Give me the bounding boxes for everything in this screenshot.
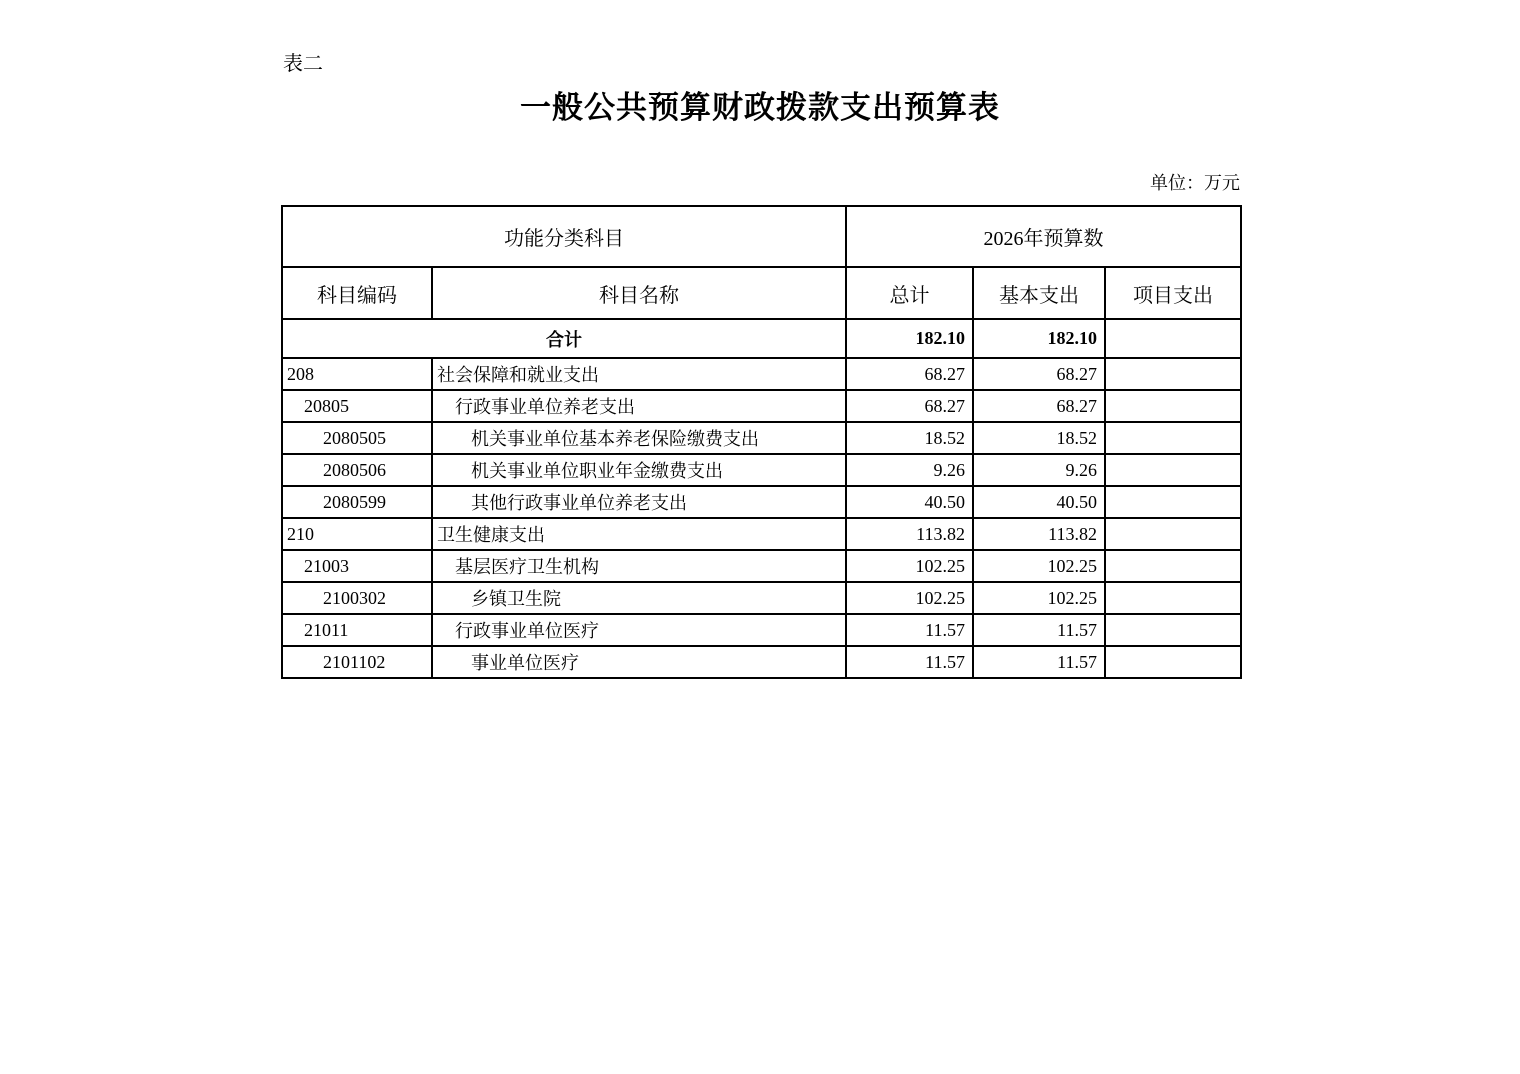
table-row: [282, 358, 1241, 390]
col-header-total: 总计: [846, 267, 973, 319]
basic-expenditure-cell: 40.50: [973, 486, 1105, 518]
total-value-cell: 102.25: [846, 550, 973, 582]
subject-code-cell: 2080506: [282, 454, 432, 486]
total-row-project-value: [1105, 319, 1241, 358]
basic-expenditure-cell: 9.26: [973, 454, 1105, 486]
table-row: [282, 390, 1241, 422]
subject-code-cell: 20805: [282, 390, 432, 422]
total-row-basic-value: 182.10: [973, 319, 1105, 358]
header-budget-2026: 2026年预算数: [846, 206, 1241, 267]
project-expenditure-cell: [1105, 518, 1241, 550]
subject-name-cell: 事业单位医疗: [432, 646, 846, 678]
total-value-cell: 68.27: [846, 358, 973, 390]
table-row: [282, 518, 1241, 550]
col-header-basic-expenditure: 基本支出: [973, 267, 1105, 319]
basic-expenditure-cell: 113.82: [973, 518, 1105, 550]
subject-code-cell: 210: [282, 518, 432, 550]
total-row: [282, 319, 1241, 358]
subject-name-cell: 其他行政事业单位养老支出: [432, 486, 846, 518]
basic-expenditure-cell: 102.25: [973, 550, 1105, 582]
table-row: [282, 550, 1241, 582]
unit-note: 单位：万元: [1150, 173, 1240, 193]
table-row: [282, 486, 1241, 518]
header-functional-classification: 功能分类科目: [282, 206, 846, 267]
project-expenditure-cell: [1105, 646, 1241, 678]
total-value-cell: 102.25: [846, 582, 973, 614]
basic-expenditure-cell: 18.52: [973, 422, 1105, 454]
total-value-cell: 11.57: [846, 646, 973, 678]
project-expenditure-cell: [1105, 390, 1241, 422]
total-row-total-value: 182.10: [846, 319, 973, 358]
subject-code-cell: 21003: [282, 550, 432, 582]
table-row: [282, 582, 1241, 614]
header-columns-row: [282, 267, 1241, 319]
subject-name-cell: 乡镇卫生院: [432, 582, 846, 614]
subject-code-cell: 21011: [282, 614, 432, 646]
project-expenditure-cell: [1105, 550, 1241, 582]
subject-code-cell: 2080599: [282, 486, 432, 518]
project-expenditure-cell: [1105, 422, 1241, 454]
subject-name-cell: 机关事业单位职业年金缴费支出: [432, 454, 846, 486]
subject-code-cell: 2080505: [282, 422, 432, 454]
total-value-cell: 68.27: [846, 390, 973, 422]
subject-name-cell: 机关事业单位基本养老保险缴费支出: [432, 422, 846, 454]
subject-name-cell: 基层医疗卫生机构: [432, 550, 846, 582]
project-expenditure-cell: [1105, 358, 1241, 390]
basic-expenditure-cell: 11.57: [973, 646, 1105, 678]
basic-expenditure-cell: 11.57: [973, 614, 1105, 646]
table-row: [282, 614, 1241, 646]
total-value-cell: 9.26: [846, 454, 973, 486]
basic-expenditure-cell: 102.25: [973, 582, 1105, 614]
subject-code-cell: 208: [282, 358, 432, 390]
table-row: [282, 646, 1241, 678]
total-value-cell: 18.52: [846, 422, 973, 454]
page-title: 一般公共预算财政拨款支出预算表: [520, 90, 1000, 125]
project-expenditure-cell: [1105, 582, 1241, 614]
subject-code-cell: 2101102: [282, 646, 432, 678]
total-value-cell: 113.82: [846, 518, 973, 550]
table-row: [282, 454, 1241, 486]
subject-name-cell: 行政事业单位养老支出: [432, 390, 846, 422]
project-expenditure-cell: [1105, 614, 1241, 646]
subject-name-cell: 社会保障和就业支出: [432, 358, 846, 390]
header-group-row: [282, 206, 1241, 267]
total-value-cell: 11.57: [846, 614, 973, 646]
project-expenditure-cell: [1105, 486, 1241, 518]
total-value-cell: 40.50: [846, 486, 973, 518]
col-header-project-expenditure: 项目支出: [1105, 267, 1241, 319]
subject-code-cell: 2100302: [282, 582, 432, 614]
basic-expenditure-cell: 68.27: [973, 390, 1105, 422]
col-header-subject-code: 科目编码: [282, 267, 432, 319]
total-row-label: 合计: [282, 319, 846, 358]
table-row: [282, 422, 1241, 454]
budget-table: [281, 205, 1242, 679]
table-number-label: 表二: [283, 53, 323, 75]
basic-expenditure-cell: 68.27: [973, 358, 1105, 390]
col-header-subject-name: 科目名称: [432, 267, 846, 319]
subject-name-cell: 行政事业单位医疗: [432, 614, 846, 646]
subject-name-cell: 卫生健康支出: [432, 518, 846, 550]
project-expenditure-cell: [1105, 454, 1241, 486]
